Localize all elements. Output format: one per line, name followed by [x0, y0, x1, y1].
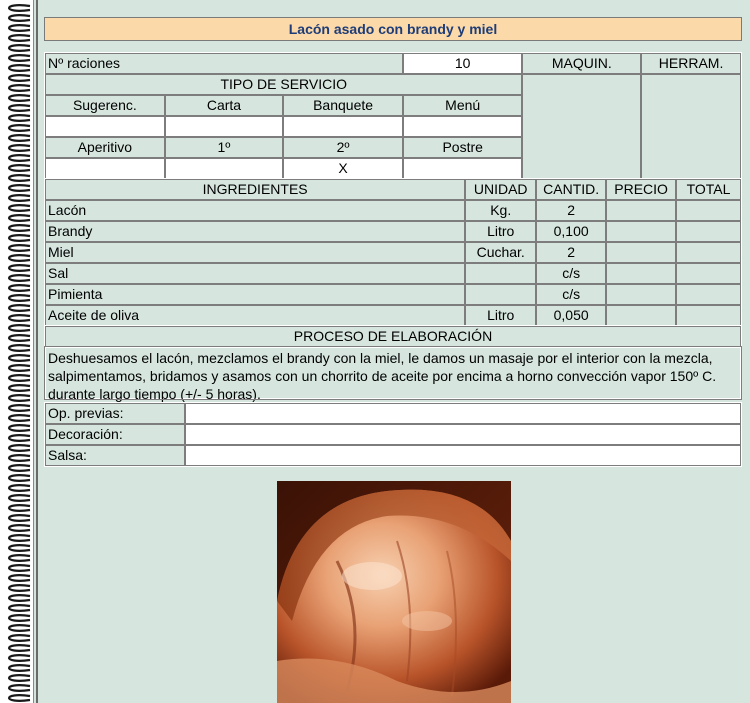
spiral-loop [9, 555, 30, 561]
ingredient-total [676, 263, 741, 284]
spiral-loop [9, 335, 30, 341]
servicio-mark [165, 116, 284, 137]
spiral-loop [9, 15, 30, 21]
ingredient-total [676, 221, 741, 242]
spiral-loop [9, 325, 30, 331]
spiral-loop [9, 345, 30, 351]
ingredient-unit: Litro [465, 221, 536, 242]
servicio-mark [45, 116, 165, 137]
ingredient-price [606, 284, 676, 305]
ingredient-row [45, 242, 741, 263]
spiral-loop [9, 515, 30, 521]
cantidad-header: CANTID. [536, 179, 606, 200]
servicio-option: Banquete [283, 95, 403, 116]
spiral-loop [9, 295, 30, 301]
salsa-label: Salsa: [45, 445, 185, 466]
ingredient-qty: 2 [536, 200, 606, 221]
spiral-loop [9, 235, 30, 241]
spiral-loop [9, 275, 30, 281]
spiral-loop [9, 395, 30, 401]
total-header: TOTAL [676, 179, 741, 200]
spiral-loop [9, 145, 30, 151]
spiral-loop [9, 535, 30, 541]
servicio-option: Menú [403, 95, 523, 116]
ingredient-price [606, 305, 676, 326]
precio-header: PRECIO [606, 179, 676, 200]
recipe-title: Lacón asado con brandy y miel [44, 17, 742, 41]
salsa-field [185, 445, 741, 466]
spiral-loop [9, 485, 30, 491]
spiral-loop [9, 205, 30, 211]
spiral-loop [9, 425, 30, 431]
spiral-loop [9, 375, 30, 381]
spiral-loop [9, 615, 30, 621]
spiral-loop [9, 455, 30, 461]
spiral-loop [9, 545, 30, 551]
servicio-option: Carta [165, 95, 284, 116]
decoracion-field [185, 424, 741, 445]
spiral-loop [9, 655, 30, 661]
process-header-table [44, 325, 742, 348]
extras-table [44, 402, 742, 467]
spiral-loop [9, 505, 30, 511]
ingredient-qty: 2 [536, 242, 606, 263]
ingredient-name: Aceite de oliva [45, 305, 465, 326]
maquin-area [522, 74, 641, 179]
raciones-value: 10 [403, 53, 523, 74]
ingredient-unit [465, 284, 536, 305]
servicio-mark [283, 116, 403, 137]
ingredient-row [45, 200, 741, 221]
spiral-loop [9, 125, 30, 131]
op-previas-field [185, 403, 741, 424]
decoracion-label: Decoración: [45, 424, 185, 445]
spiral-loop [9, 625, 30, 631]
ingredient-unit: Kg. [465, 200, 536, 221]
ingredient-unit: Cuchar. [465, 242, 536, 263]
servicio-mark [403, 158, 523, 179]
spiral-loop [9, 315, 30, 321]
ingredient-price [606, 200, 676, 221]
servicio-option: Sugerenc. [45, 95, 165, 116]
spiral-loop [9, 5, 30, 11]
spiral-loop [9, 215, 30, 221]
ingredient-qty: c/s [536, 263, 606, 284]
raciones-label: Nº raciones [45, 53, 403, 74]
ingredient-qty: 0,100 [536, 221, 606, 242]
ingredient-total [676, 284, 741, 305]
spiral-loop [9, 85, 30, 91]
spiral-loop [9, 65, 30, 71]
ingredient-row [45, 284, 741, 305]
proceso-text: Deshuesamos el lacón, mezclamos el brandy con la miel, le damos un masaje por el interior con la mezcla, salpimentamos, bridamos y asamos con un chorrito de aceite por encima a horno convección vapor 150º C. durante largo tiempo (+/- 5 horas). [44, 346, 742, 400]
tipo-servicio-label: TIPO DE SERVICIO [45, 74, 522, 95]
spiral-loop [9, 355, 30, 361]
spiral-loop [9, 695, 30, 701]
spiral-loop [9, 155, 30, 161]
servicio-mark [403, 116, 523, 137]
spiral-loop [9, 405, 30, 411]
spiral-loop [9, 385, 30, 391]
ingredient-price [606, 263, 676, 284]
spiral-loop [9, 475, 30, 481]
spiral-loop [9, 255, 30, 261]
ingredient-price [606, 221, 676, 242]
op-previas-label: Op. previas: [45, 403, 185, 424]
spiral-loop [9, 185, 30, 191]
maquin-label: MAQUIN. [522, 53, 641, 74]
spiral-loop [9, 365, 30, 371]
spiral-loop [9, 645, 30, 651]
spiral-loop [9, 675, 30, 681]
proceso-label: PROCESO DE ELABORACIÓN [45, 326, 741, 347]
spiral-loop [9, 25, 30, 31]
spiral-loop [9, 175, 30, 181]
spiral-binding [0, 0, 34, 703]
spiral-loop [9, 585, 30, 591]
service-table [44, 52, 742, 180]
ingredient-unit: Litro [465, 305, 536, 326]
spiral-loop [9, 495, 30, 501]
ingredient-price [606, 242, 676, 263]
spiral-loop [9, 525, 30, 531]
ingredientes-header: INGREDIENTES [45, 179, 465, 200]
spiral-loop [9, 105, 30, 111]
ingredient-name: Lacón [45, 200, 465, 221]
spiral-loop [9, 135, 30, 141]
ingredient-row [45, 221, 741, 242]
spiral-loop [9, 565, 30, 571]
spiral-loop [9, 195, 30, 201]
ingredient-row [45, 305, 741, 326]
ingredient-qty: 0,050 [536, 305, 606, 326]
servicio-mark [165, 158, 284, 179]
herram-area [641, 74, 741, 179]
dish-photo [277, 481, 511, 703]
spiral-loop [9, 445, 30, 451]
spiral-loop [9, 635, 30, 641]
spiral-loop [9, 595, 30, 601]
spiral-loop [9, 665, 30, 671]
unidad-header: UNIDAD [465, 179, 536, 200]
spiral-loop [9, 225, 30, 231]
spiral-loop [9, 35, 30, 41]
spiral-loop [9, 45, 30, 51]
spiral-loop [9, 55, 30, 61]
spiral-loop [9, 95, 30, 101]
ingredient-total [676, 305, 741, 326]
servicio-mark: X [283, 158, 403, 179]
ingredient-total [676, 242, 741, 263]
ingredient-qty: c/s [536, 284, 606, 305]
ingredient-name: Brandy [45, 221, 465, 242]
spiral-loop [9, 285, 30, 291]
ingredients-table [44, 178, 742, 327]
spiral-loop [9, 575, 30, 581]
ingredient-name: Pimienta [45, 284, 465, 305]
spiral-loop [9, 605, 30, 611]
spiral-loop [9, 245, 30, 251]
spiral-loop [9, 305, 30, 311]
ingredient-name: Sal [45, 263, 465, 284]
servicio-option: Postre [403, 137, 523, 158]
recipe-page [36, 0, 750, 703]
servicio-option: 2º [283, 137, 403, 158]
spiral-loop [9, 415, 30, 421]
spiral-loop [9, 115, 30, 121]
herram-label: HERRAM. [641, 53, 741, 74]
spiral-loop [9, 165, 30, 171]
ingredient-total [676, 200, 741, 221]
spiral-loop [9, 465, 30, 471]
ingredient-unit [465, 263, 536, 284]
servicio-option: Aperitivo [45, 137, 165, 158]
spiral-loop [9, 75, 30, 81]
spiral-loop [9, 265, 30, 271]
ingredient-row [45, 263, 741, 284]
servicio-option: 1º [165, 137, 284, 158]
spiral-loop [9, 435, 30, 441]
ingredient-name: Miel [45, 242, 465, 263]
spiral-loop [9, 685, 30, 691]
servicio-mark [45, 158, 165, 179]
